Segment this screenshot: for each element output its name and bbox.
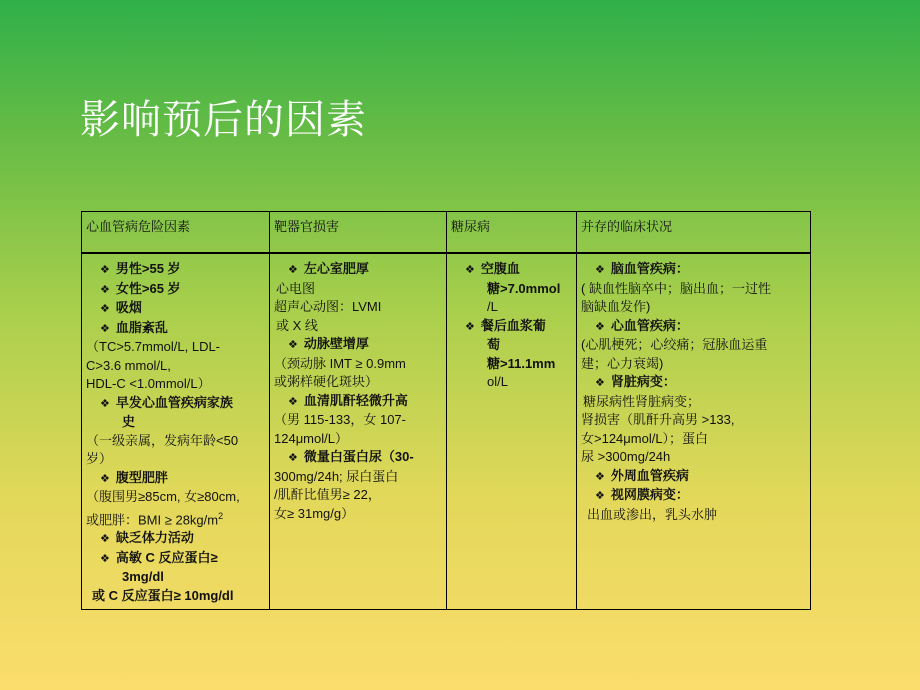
bullet-icon: ❖ (595, 377, 605, 389)
risk-item-dyslipidemia (86, 319, 265, 339)
organ-item-arterial-wall (274, 335, 442, 355)
organ-detail-line: 或 X 线 (276, 317, 318, 333)
condition-item-peripheral (581, 467, 806, 487)
diabetes-item-label: 空腹血 (480, 261, 520, 276)
risk-detail-line: （TC>5.7mmol/L, LDL- (86, 339, 221, 354)
bmi-text: 或肥胖：BMI ≥ 28kg/m (86, 511, 219, 527)
header-clinical-conditions: 并存的临床状况 (577, 212, 811, 254)
organ-detail-line: 超声心动图：LVMI (274, 299, 382, 314)
diabetes-item-postprandial (451, 317, 572, 337)
condition-detail-line: (心肌梗死；心绞痛；冠脉血运重 (581, 337, 768, 352)
bullet-icon: ❖ (100, 322, 110, 335)
diabetes-detail-line: 萄 (487, 337, 501, 352)
risk-item-label: 女性>65 岁 (115, 280, 181, 296)
risk-item-label: 腹型肥胖 (115, 469, 168, 485)
risk-item-crp (86, 549, 265, 569)
table-header-row (82, 212, 811, 254)
bullet-icon: ❖ (465, 264, 475, 276)
condition-item-label: 脑血管疾病： (610, 261, 689, 276)
bullet-icon: ❖ (288, 339, 298, 351)
organ-detail-line: 300mg/24h; 尿白蛋白 (274, 468, 399, 484)
superscript-2: 2 (218, 510, 224, 521)
condition-item-cardiovascular (581, 317, 806, 337)
header-diabetes: 糖尿病 (447, 212, 577, 254)
table-body-row (82, 253, 811, 610)
diabetes-detail-line (451, 280, 572, 299)
risk-item-label: 吸烟 (115, 300, 142, 315)
organ-detail-line: （男 115-133，女 107- (274, 412, 406, 427)
diabetes-detail-line (451, 355, 572, 374)
diabetes-detail-text: 糖>7.0mmol (487, 280, 561, 296)
condition-detail-line: 糖尿病性肾脏病变； (583, 393, 701, 409)
header-cv-risk-factors: 心血管病危险因素 (82, 212, 270, 254)
bullet-icon: ❖ (100, 397, 110, 410)
risk-item-female (86, 280, 265, 300)
organ-item-label: 左心室肥厚 (303, 261, 369, 276)
risk-item-label: 高敏 C 反应蛋白≥ (115, 549, 218, 565)
risk-detail-line: 岁） (86, 451, 113, 466)
risk-item-label: 缺乏体力活动 (115, 530, 194, 546)
risk-detail-line: C>3.6 mmol/L, (86, 357, 171, 373)
bullet-icon: ❖ (100, 303, 110, 315)
prognosis-factors-table (81, 211, 811, 610)
bullet-icon: ❖ (465, 320, 475, 333)
condition-detail-line: 尿 >300mg/24h (581, 449, 671, 464)
diabetes-detail-text: 糖>11.1mm (487, 355, 556, 371)
risk-item-label: 早发心血管疾病家族 (115, 394, 233, 410)
risk-item-crp-alt: 或 C 反应蛋白≥ 10mg/dl (92, 587, 234, 603)
condition-detail-line: 肾损害（肌酐升高男 >133, (581, 412, 735, 427)
risk-item-family-history-cont: 史 (122, 414, 136, 429)
condition-item-cerebrovascular (581, 260, 806, 280)
condition-detail-line: ( 缺血性脑卒中；脑出血；一过性 (581, 280, 771, 296)
organ-detail-line: 124μmol/L） (274, 430, 348, 446)
condition-item-retinopathy (581, 486, 806, 506)
risk-detail-line: （一级亲属，发病年龄<50 (86, 432, 239, 448)
organ-item-label: 血清肌酐轻微升高 (303, 392, 408, 408)
condition-item-label: 外周血管疾病 (610, 467, 689, 483)
diabetes-item-label: 餐后血浆葡 (480, 317, 546, 333)
condition-detail-line: 女>124μmol/L）；蛋白 (581, 430, 709, 446)
condition-item-label: 视网膜病变： (610, 487, 689, 502)
bullet-icon: ❖ (595, 490, 605, 502)
organ-item-creatinine (274, 392, 442, 412)
condition-item-label: 肾脏病变： (610, 374, 676, 389)
risk-item-male (86, 260, 265, 280)
organ-item-label: 动脉壁增厚 (303, 336, 369, 351)
organ-item-lvh (274, 260, 442, 280)
risk-item-abdominal-obesity (86, 469, 265, 489)
organ-detail-line: （颈动脉 IMT ≥ 0.9mm (274, 355, 406, 371)
risk-item-inactivity (86, 529, 265, 549)
cell-diabetes (447, 253, 577, 610)
cell-cv-risk-factors (82, 253, 270, 610)
cell-target-organ-damage (270, 253, 447, 610)
bullet-icon: ❖ (288, 452, 298, 464)
organ-item-microalbuminuria (274, 448, 442, 468)
condition-detail-line: 出血或渗出，乳头水肿 (587, 506, 718, 522)
bullet-icon: ❖ (100, 533, 110, 546)
header-target-organ-damage: 靶器官损害 (270, 212, 447, 254)
bullet-icon: ❖ (595, 320, 605, 333)
risk-item-family-history (86, 394, 265, 414)
risk-item-label: 血脂紊乱 (115, 319, 168, 335)
condition-detail-line: 建；心力衰竭) (581, 355, 664, 371)
risk-detail-line: （腹围男≥85cm, 女≥80cm, (86, 489, 240, 504)
condition-item-renal (581, 373, 806, 393)
slide-title: 影响预后的因素 (80, 97, 367, 143)
diabetes-detail-line: /L (487, 299, 498, 314)
risk-item-label: 男性>55 岁 (115, 261, 181, 276)
cell-clinical-conditions (577, 253, 811, 610)
condition-detail-line: 脑缺血发作) (581, 299, 651, 314)
bullet-icon: ❖ (288, 395, 298, 408)
bullet-icon: ❖ (595, 264, 605, 276)
risk-item-smoking (86, 299, 265, 319)
organ-item-label: 微量白蛋白尿（30- (303, 449, 414, 464)
organ-detail-line: /肌酐比值男≥ 22， (274, 487, 381, 502)
organ-detail-line: 女≥ 31mg/g） (274, 505, 355, 521)
condition-item-label: 心血管疾病： (610, 317, 689, 333)
bullet-icon: ❖ (595, 470, 605, 483)
risk-item-crp-cont: 3mg/dl (122, 569, 164, 585)
bullet-icon: ❖ (100, 472, 110, 485)
bullet-icon: ❖ (100, 552, 110, 565)
diabetes-detail-line: ol/L (487, 374, 508, 389)
bullet-icon: ❖ (100, 264, 110, 276)
organ-detail-line: 或粥样硬化斑块） (274, 374, 379, 389)
risk-detail-line: HDL-C <1.0mmol/L） (86, 376, 211, 391)
risk-detail-line (86, 507, 265, 530)
bullet-icon: ❖ (100, 283, 110, 296)
diabetes-item-fasting (451, 260, 572, 280)
bullet-icon: ❖ (288, 264, 298, 276)
organ-detail-line: 心电图 (276, 280, 316, 296)
